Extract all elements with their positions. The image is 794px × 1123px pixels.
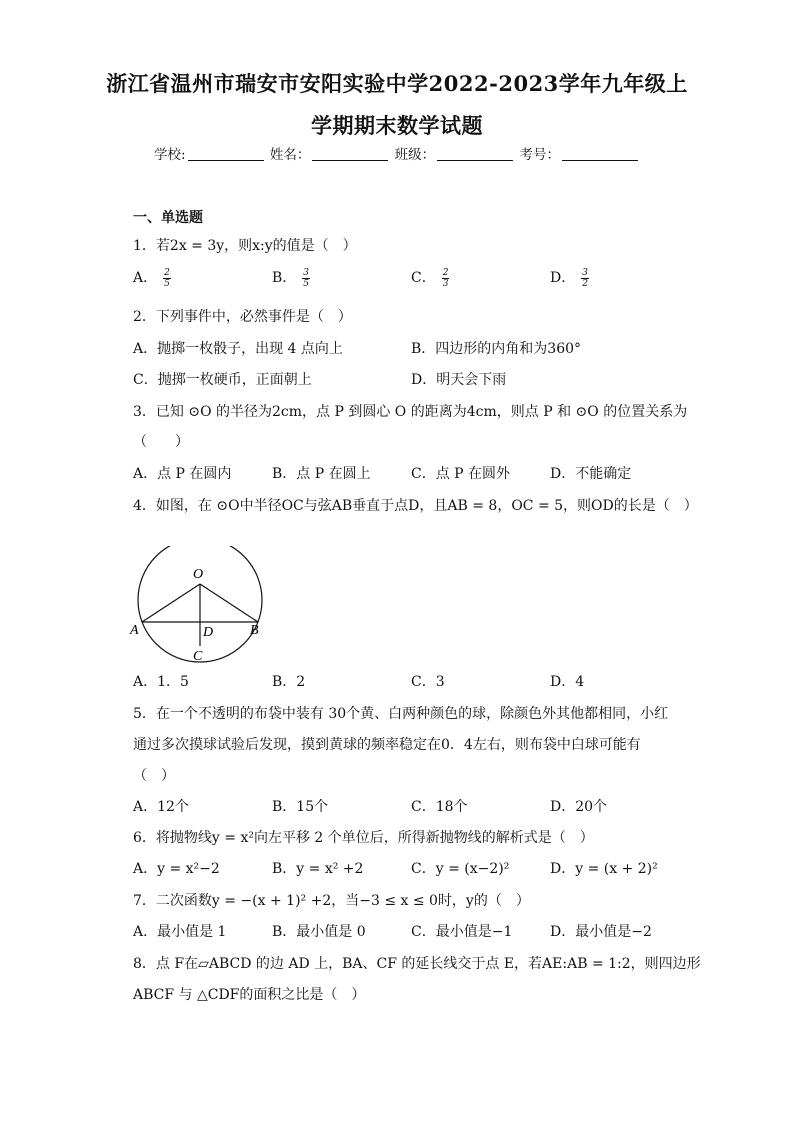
q6-option-a[interactable]: A．y = x²−2 <box>133 861 220 877</box>
q6-option-d[interactable]: D．y = (x + 2)² <box>550 861 658 877</box>
q3-option-a[interactable]: A．点 P 在圆内 <box>133 466 232 482</box>
question-1-stem: 1．若2x = 3y，则x:y的值是（ ） <box>133 238 357 254</box>
question-4-stem: 4．如图，在 ⊙O中半径OC与弦AB垂直于点D，且AB = 8，OC = 5，则OD的长是（ ） <box>133 498 698 514</box>
name-label: 姓名： <box>269 147 311 163</box>
question-6-stem: 6．将抛物线y = x²向左平移 2 个单位后，所得新抛物线的解析式是（ ） <box>133 830 594 846</box>
q7-option-b[interactable]: B．最小值是 0 <box>272 924 366 940</box>
q4-option-b[interactable]: B．2 <box>272 674 306 690</box>
exam-no-blank[interactable] <box>562 146 638 161</box>
student-info-row <box>0 143 794 163</box>
q5-option-d[interactable]: D．20个 <box>550 799 608 815</box>
q2-option-c[interactable]: C．抛掷一枚硬币，正面朝上 <box>133 372 312 388</box>
exam-title-line2: 学期期末数学试题 <box>311 113 483 138</box>
q4-option-d[interactable]: D．4 <box>550 674 585 690</box>
segment-ob <box>200 584 258 622</box>
fraction: $\frac{3}{5}$ <box>303 267 310 289</box>
label-d: D <box>203 625 214 640</box>
question-3-stem-cont: （ ） <box>133 434 189 450</box>
q1-option-c[interactable]: C． $\frac{2}{3}$ <box>411 267 449 289</box>
question-5-stem: 5．在一个不透明的布袋中装有 30个黄、白两种颜色的球，除颜色外其他都相同，小红 <box>133 706 669 722</box>
fraction: $\frac{2}{5}$ <box>164 267 170 289</box>
circle-figure <box>128 546 268 670</box>
question-2-stem: 2．下列事件中，必然事件是（ ） <box>133 309 352 325</box>
q7-option-c[interactable]: C．最小值是−1 <box>411 924 513 940</box>
q1-option-b[interactable]: B． $\frac{3}{5}$ <box>272 267 310 289</box>
question-3-stem: 3．已知 ⊙O 的半径为2cm，点 P 到圆心 O 的距离为4cm，则点 P 和 ⊙O 的位置关系为 <box>133 404 688 420</box>
q5-option-a[interactable]: A．12个 <box>133 799 189 815</box>
q2-option-d[interactable]: D．明天会下雨 <box>411 372 507 388</box>
question-8-stem-cont: ABCF 与 △CDF的面积之比是（ ） <box>133 987 366 1003</box>
question-5-stem-cont1: 通过多次摸球试验后发现，摸到黄球的频率稳定在0．4左右，则布袋中白球可能有 <box>133 737 641 753</box>
q3-option-b[interactable]: B．点 P 在圆上 <box>272 466 371 482</box>
label-c: C <box>193 649 203 664</box>
label-o: O <box>193 567 204 582</box>
q1-option-d[interactable]: D． $\frac{3}{2}$ <box>550 267 588 289</box>
fraction: $\frac{3}{2}$ <box>582 267 588 289</box>
fraction: $\frac{2}{3}$ <box>442 267 449 289</box>
question-5-stem-cont2: （ ） <box>133 768 175 784</box>
q4-option-a[interactable]: A．1．5 <box>133 674 189 690</box>
class-blank[interactable] <box>437 146 513 161</box>
q3-option-c[interactable]: C．点 P 在圆外 <box>411 466 511 482</box>
name-blank[interactable] <box>312 146 388 161</box>
q7-option-a[interactable]: A．最小值是 1 <box>133 924 227 940</box>
q6-option-c[interactable]: C．y = (x−2)² <box>411 861 510 877</box>
school-blank[interactable] <box>188 146 264 161</box>
q4-option-c[interactable]: C．3 <box>411 674 445 690</box>
exam-title-line1: 浙江省温州市瑞安市安阳实验中学2022-2023学年九年级上 <box>106 71 688 96</box>
q5-option-b[interactable]: B．15个 <box>272 799 329 815</box>
q2-option-a[interactable]: A．抛掷一枚骰子，出现 4 点向上 <box>133 341 343 357</box>
exam-no-label: 考号： <box>519 147 560 163</box>
q1-option-a[interactable]: A． $\frac{2}{5}$ <box>133 267 170 289</box>
class-label: 班级： <box>394 147 436 163</box>
q7-option-d[interactable]: D．最小值是−2 <box>550 924 652 940</box>
question-8-stem: 8．点 F在▱ABCD 的边 AD 上，BA、CF 的延长线交于点 E，若AE:AB = 1:2，则四边形 <box>133 956 701 972</box>
q5-option-c[interactable]: C．18个 <box>411 799 468 815</box>
label-b: B <box>250 623 259 638</box>
q2-option-b[interactable]: B．四边形的内角和为360° <box>411 341 582 357</box>
question-7-stem: 7．二次函数y = −(x + 1)² +2，当−3 ≤ x ≤ 0时，y的（ ） <box>133 893 530 909</box>
label-a: A <box>130 623 139 638</box>
q6-option-b[interactable]: B．y = x² +2 <box>272 861 364 877</box>
section-title: 一、单选题 <box>133 210 203 226</box>
school-label: 学校: <box>154 147 186 163</box>
q3-option-d[interactable]: D．不能确定 <box>550 466 632 482</box>
segment-oa <box>142 584 200 622</box>
